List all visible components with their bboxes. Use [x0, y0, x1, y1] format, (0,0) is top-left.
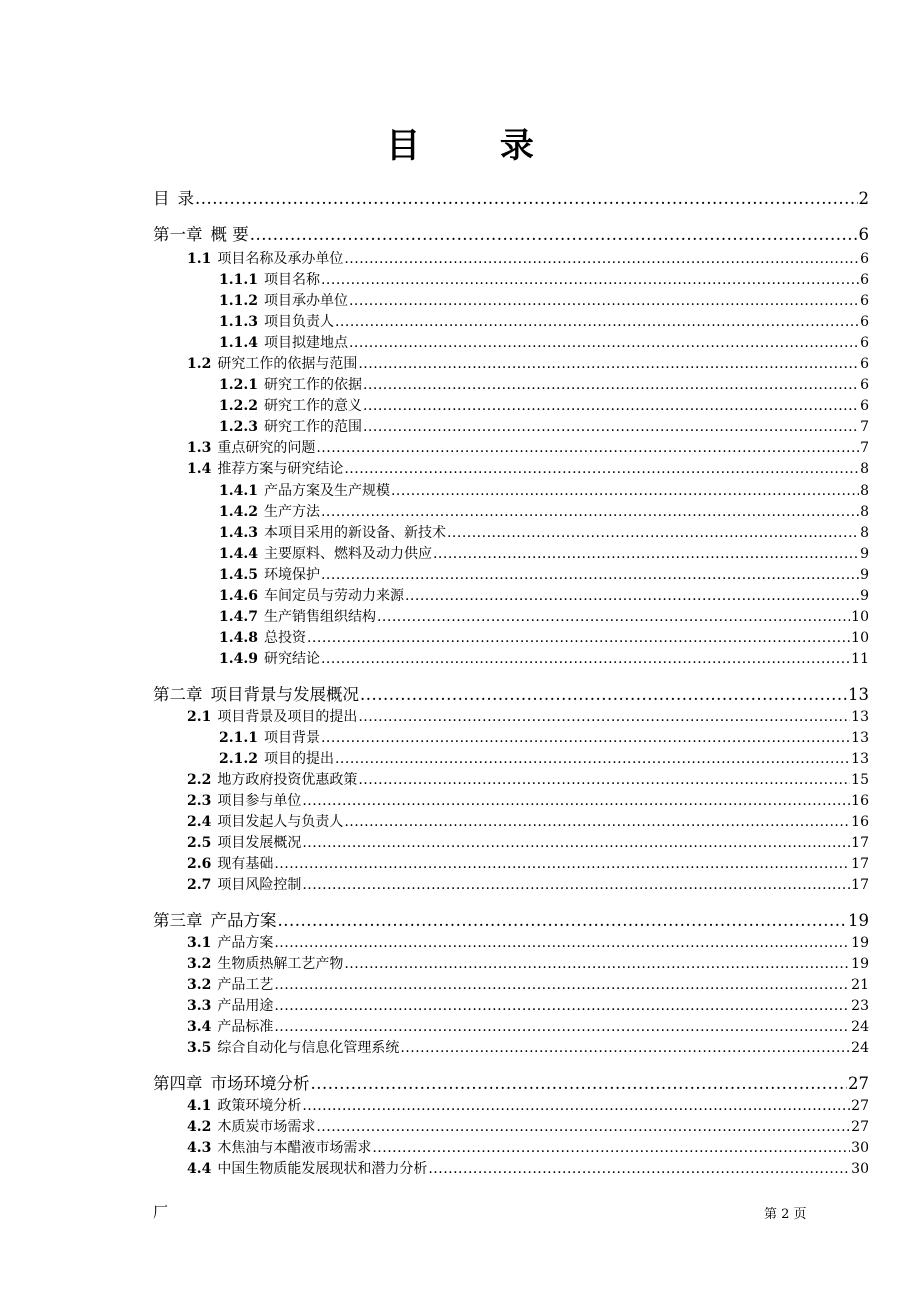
- toc-entry-page: 6: [860, 314, 869, 330]
- toc-entry-label: 中国生物质能发展现状和潜力分析: [217, 1161, 428, 1177]
- toc-entry-number: 第三章: [153, 911, 203, 930]
- toc-entry[interactable]: [219, 480, 869, 500]
- toc-entry-label: 本项目采用的新设备、新技术: [263, 525, 446, 541]
- toc-dot-leader: [358, 709, 850, 725]
- toc-entry[interactable]: [187, 832, 869, 852]
- toc-entry-number: 1.4.4: [219, 546, 258, 562]
- toc-entry-page: 17: [851, 877, 869, 893]
- toc-entry-page: 9: [860, 588, 869, 604]
- toc-entry-number: 1.2.2: [219, 398, 258, 414]
- toc-entry-page: 6: [860, 335, 869, 351]
- toc-entry-number: 1.2.3: [219, 419, 258, 435]
- toc-entry-label: 项目负责人: [263, 314, 334, 330]
- toc-entry[interactable]: [219, 748, 869, 768]
- toc-entry-page: 17: [851, 856, 869, 872]
- toc-dot-leader: [274, 998, 850, 1014]
- toc-entry[interactable]: [219, 648, 869, 668]
- toc-entry-number: 2.6: [187, 856, 212, 872]
- toc-entry-page: 13: [851, 751, 869, 767]
- toc-entry-number: 1.4.7: [219, 609, 258, 625]
- toc-dot-leader: [302, 1098, 850, 1114]
- toc-entry-number: 3.2: [187, 977, 212, 993]
- toc-dot-leader: [274, 856, 850, 872]
- toc-entry[interactable]: [187, 874, 869, 894]
- toc-entry-page: 9: [860, 567, 869, 583]
- toc-entry-page: 27: [851, 1119, 869, 1135]
- toc-entry[interactable]: [219, 374, 869, 394]
- toc-entry[interactable]: [187, 995, 869, 1015]
- toc-entry-page: 6: [858, 225, 869, 244]
- toc-dot-leader: [363, 398, 859, 414]
- toc-entry-page: 6: [860, 356, 869, 372]
- toc-entry[interactable]: [187, 932, 869, 952]
- toc-dot-leader: [349, 293, 859, 309]
- toc-entry-page: 8: [860, 525, 869, 541]
- toc-entry-label: 政策环境分析: [217, 1098, 302, 1114]
- toc-entry-label: 环境保护: [263, 567, 320, 583]
- toc-entry-number: 1.1: [187, 251, 212, 267]
- toc-dot-leader: [307, 630, 850, 646]
- toc-entry-page: 16: [851, 814, 869, 830]
- toc-entry-page: 6: [860, 272, 869, 288]
- toc-entry-number: 2.4: [187, 814, 212, 830]
- toc-entry-label: 项目参与单位: [217, 793, 302, 809]
- toc-entry-label: 木焦油与本醋液市场需求: [217, 1140, 372, 1156]
- toc-entry-number: 1.1.2: [219, 293, 258, 309]
- toc-entry-label: 项目名称及承办单位: [217, 251, 344, 267]
- toc-entry[interactable]: [187, 353, 869, 373]
- toc-entry[interactable]: [187, 953, 869, 973]
- toc-entry[interactable]: [187, 1116, 869, 1136]
- toc-entry-label: 项目背景及项目的提出: [217, 709, 358, 725]
- toc-dot-leader: [405, 588, 859, 604]
- toc-entry[interactable]: [187, 1037, 869, 1057]
- toc-entry[interactable]: [219, 585, 869, 605]
- toc-entry[interactable]: [187, 458, 869, 478]
- toc-entry[interactable]: [219, 416, 869, 436]
- toc-entry[interactable]: [187, 1158, 869, 1178]
- toc-dot-leader: [349, 335, 859, 351]
- toc-entry-page: 6: [860, 377, 869, 393]
- toc-entry-number: 3.5: [187, 1040, 212, 1056]
- toc-dot-leader: [274, 1019, 850, 1035]
- toc-entry-label: 木质炭市场需求: [217, 1119, 316, 1135]
- toc-dot-leader: [358, 772, 850, 788]
- toc-entry-label: 项目的提出: [263, 751, 334, 767]
- toc-dot-leader: [302, 835, 850, 851]
- toc-entry-label: 总投资: [263, 630, 306, 646]
- toc-entry-label: 生物质热解工艺产物: [217, 956, 344, 972]
- toc-entry-label: 项目发起人与负责人: [217, 814, 344, 830]
- toc-entry-number: 4.3: [187, 1140, 212, 1156]
- toc-entry-label: 产品工艺: [217, 977, 274, 993]
- toc-dot-leader: [400, 1040, 850, 1056]
- toc-entry-number: 2.3: [187, 793, 212, 809]
- toc-entry[interactable]: [219, 522, 869, 542]
- toc-entry-page: 19: [848, 911, 869, 930]
- toc-entry-number: 第二章: [153, 685, 203, 704]
- toc-entry-page: 19: [851, 956, 869, 972]
- toc-dot-leader: [250, 225, 858, 244]
- toc-entry-page: 27: [848, 1074, 869, 1093]
- toc-dot-leader: [302, 877, 850, 893]
- toc-entry-number: 1.4.2: [219, 504, 258, 520]
- toc-entry-page: 16: [851, 793, 869, 809]
- toc-entry[interactable]: [187, 1095, 869, 1115]
- toc-entry-page: 17: [851, 835, 869, 851]
- toc-dot-leader: [447, 525, 859, 541]
- toc-entry-label: 研究工作的依据: [263, 377, 362, 393]
- toc-entry[interactable]: [187, 706, 869, 726]
- toc-entry-number: 2.1.1: [219, 730, 258, 746]
- toc-entry-label: 项目背景: [263, 730, 320, 746]
- toc-entry-page: 24: [851, 1040, 869, 1056]
- toc-entry[interactable]: [187, 248, 869, 268]
- toc-entry-number: 1.4.8: [219, 630, 258, 646]
- toc-entry-number: 2.1: [187, 709, 212, 725]
- toc-dot-leader: [344, 956, 850, 972]
- toc-dot-leader: [274, 977, 850, 993]
- toc-entry[interactable]: [187, 1016, 869, 1036]
- toc-entry-page: 6: [860, 398, 869, 414]
- toc-entry-number: 1.4: [187, 461, 212, 477]
- toc-entry-page: 9: [860, 546, 869, 562]
- toc-entry-number: 2.1.2: [219, 751, 258, 767]
- toc-entry-label: 研究工作的依据与范围: [217, 356, 358, 372]
- toc-entry-label: 推荐方案与研究结论: [217, 461, 344, 477]
- toc-entry-page: 8: [860, 483, 869, 499]
- toc-entry-number: 3.4: [187, 1019, 212, 1035]
- toc-dot-leader: [321, 567, 859, 583]
- toc-dot-leader: [428, 1161, 850, 1177]
- toc-entry-number: 1.1.3: [219, 314, 258, 330]
- toc-entry[interactable]: [219, 332, 869, 352]
- toc-entry-number: 1.2.1: [219, 377, 258, 393]
- toc-entry[interactable]: [153, 1070, 869, 1094]
- footer-left-text: 厂: [153, 1203, 169, 1221]
- toc-entry-number: 1.4.5: [219, 567, 258, 583]
- toc-entry-number: 1.4.1: [219, 483, 258, 499]
- toc-entry-page: 10: [851, 609, 869, 625]
- toc-entry-page: 23: [851, 998, 869, 1014]
- toc-entry-label: 地方政府投资优惠政策: [217, 772, 358, 788]
- toc-entry[interactable]: [153, 907, 869, 931]
- toc-dot-leader: [391, 483, 859, 499]
- toc-entry-label: 车间定员与劳动力来源: [263, 588, 404, 604]
- toc-entry-number: 3.3: [187, 998, 212, 1014]
- toc-entry[interactable]: [153, 221, 869, 245]
- toc-entry-number: 1.2: [187, 356, 212, 372]
- toc-entry-number: 1.4.9: [219, 651, 258, 667]
- toc-entry[interactable]: [187, 853, 869, 873]
- toc-entry-label: 研究结论: [263, 651, 320, 667]
- toc-entry-page: 7: [860, 419, 869, 435]
- toc-entry-page: 7: [860, 440, 869, 456]
- toc-entry[interactable]: [219, 606, 869, 626]
- toc-entry-number: 1.3: [187, 440, 212, 456]
- toc-entry-number: 第一章: [153, 225, 203, 244]
- toc-entry-number: 1.4.6: [219, 588, 258, 604]
- toc-entry-label: 现有基础: [217, 856, 274, 872]
- toc-entry[interactable]: [219, 543, 869, 563]
- toc-entry-page: 8: [860, 461, 869, 477]
- toc-entry-label: 市场环境分析: [210, 1074, 310, 1093]
- toc-entry-number: 3.1: [187, 935, 212, 951]
- toc-entry-label: 项目拟建地点: [263, 335, 348, 351]
- toc-entry-number: 1.1.4: [219, 335, 258, 351]
- toc-entry-label: 产品方案及生产规模: [263, 483, 390, 499]
- toc-entry-label: 主要原料、燃料及动力供应: [263, 546, 432, 562]
- page-title: 目 录: [386, 126, 568, 166]
- toc-dot-leader: [363, 419, 859, 435]
- toc-entry-number: 2.5: [187, 835, 212, 851]
- toc-entry-label: 产品标准: [217, 1019, 274, 1035]
- toc-entry-page: 30: [851, 1140, 869, 1156]
- toc-entry[interactable]: [187, 769, 869, 789]
- toc-entry-number: 目: [153, 189, 170, 208]
- toc-entry-label: 综合自动化与信息化管理系统: [217, 1040, 400, 1056]
- toc-entry-page: 13: [851, 730, 869, 746]
- toc-entry[interactable]: [187, 974, 869, 994]
- toc-entry-page: 13: [848, 685, 869, 704]
- toc-dot-leader: [278, 911, 848, 930]
- toc-entry[interactable]: [187, 811, 869, 831]
- toc-dot-leader: [358, 356, 859, 372]
- toc-entry-page: 6: [860, 293, 869, 309]
- toc-dot-leader: [344, 461, 859, 477]
- toc-entry-number: 2.7: [187, 877, 212, 893]
- toc-entry[interactable]: [153, 681, 869, 705]
- toc-entry-page: 11: [851, 651, 869, 667]
- toc-dot-leader: [344, 814, 850, 830]
- toc-entry-label: 录: [177, 189, 194, 208]
- toc-entry[interactable]: [187, 437, 869, 457]
- toc-entry[interactable]: [219, 727, 869, 747]
- toc-entry[interactable]: [219, 395, 869, 415]
- toc-entry-page: 15: [851, 772, 869, 788]
- toc-dot-leader: [344, 251, 859, 267]
- toc-entry-page: 21: [851, 977, 869, 993]
- toc-entry[interactable]: [219, 501, 869, 521]
- toc-dot-leader: [321, 272, 859, 288]
- toc-entry[interactable]: [219, 311, 869, 331]
- toc-entry-label: 项目风险控制: [217, 877, 302, 893]
- toc-entry[interactable]: [219, 564, 869, 584]
- toc-dot-leader: [433, 546, 859, 562]
- toc-entry-label: 研究工作的意义: [263, 398, 362, 414]
- toc-entry-number: 1.4.3: [219, 525, 258, 541]
- toc-entry-label: 生产方法: [263, 504, 320, 520]
- toc-entry[interactable]: [219, 627, 869, 647]
- toc-dot-leader: [335, 751, 850, 767]
- toc-entry-label: 产品用途: [217, 998, 274, 1014]
- toc-entry-label: 研究工作的范围: [263, 419, 362, 435]
- toc-dot-leader: [321, 651, 850, 667]
- toc-entry[interactable]: [153, 185, 869, 209]
- toc-entry-page: 24: [851, 1019, 869, 1035]
- toc-entry-label: 产品方案: [217, 935, 274, 951]
- toc-entry[interactable]: [219, 269, 869, 289]
- toc-entry-page: 10: [851, 630, 869, 646]
- toc-entry-page: 27: [851, 1098, 869, 1114]
- toc-dot-leader: [274, 935, 850, 951]
- toc-entry-page: 2: [858, 189, 869, 208]
- toc-entry-label: 产品方案: [210, 911, 277, 930]
- toc-entry[interactable]: [219, 290, 869, 310]
- toc-dot-leader: [372, 1140, 850, 1156]
- toc-dot-leader: [377, 609, 850, 625]
- toc-entry-label: 概 要: [210, 225, 249, 244]
- toc-dot-leader: [321, 730, 850, 746]
- toc-entry-number: 4.1: [187, 1098, 212, 1114]
- toc-entry-page: 8: [860, 504, 869, 520]
- toc-dot-leader: [302, 793, 850, 809]
- toc-entry-number: 3.2: [187, 956, 212, 972]
- toc-entry-label: 重点研究的问题: [217, 440, 316, 456]
- toc-entry-label: 生产销售组织结构: [263, 609, 376, 625]
- toc-dot-leader: [195, 189, 858, 208]
- toc-entry-label: 项目名称: [263, 272, 320, 288]
- toc-dot-leader: [316, 440, 859, 456]
- toc-dot-leader: [311, 1074, 848, 1093]
- toc-entry-number: 2.2: [187, 772, 212, 788]
- toc-entry[interactable]: [187, 790, 869, 810]
- toc-entry-page: 13: [851, 709, 869, 725]
- toc-entry-number: 1.1.1: [219, 272, 258, 288]
- toc-entry-label: 项目发展概况: [217, 835, 302, 851]
- toc-dot-leader: [360, 685, 847, 704]
- toc-entry-number: 4.4: [187, 1161, 212, 1177]
- toc-entry-label: 项目承办单位: [263, 293, 348, 309]
- toc-dot-leader: [321, 504, 859, 520]
- toc-entry-number: 第四章: [153, 1074, 203, 1093]
- toc-dot-leader: [363, 377, 859, 393]
- toc-entry-label: 项目背景与发展概况: [210, 685, 359, 704]
- toc-entry-page: 6: [860, 251, 869, 267]
- toc-dot-leader: [316, 1119, 850, 1135]
- toc-entry-number: 4.2: [187, 1119, 212, 1135]
- toc-entry-page: 19: [851, 935, 869, 951]
- toc-entry[interactable]: [187, 1137, 869, 1157]
- toc-entry-page: 30: [851, 1161, 869, 1177]
- footer-page-number: 第 2 页: [764, 1207, 807, 1222]
- toc-dot-leader: [335, 314, 859, 330]
